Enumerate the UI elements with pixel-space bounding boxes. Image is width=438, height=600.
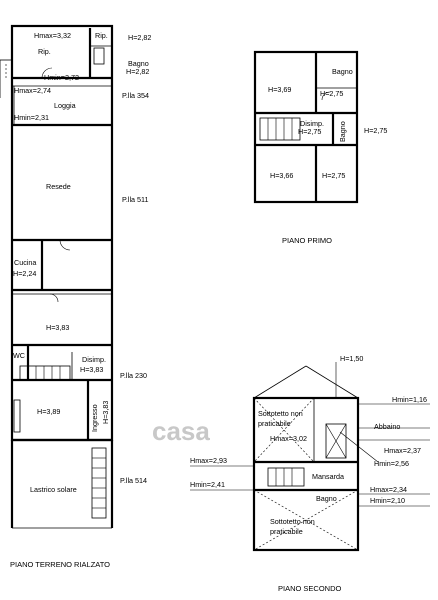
label-first-h3: H=3,66	[270, 171, 294, 180]
caption-ground-floor: PIANO TERRENO RIALZATO	[10, 560, 111, 569]
label-second-hmax-234: Hmax=2,34	[370, 485, 407, 494]
label-second-sott4: praticabile	[270, 527, 303, 536]
label-first-h2: H=2,75	[320, 89, 344, 98]
label-second-abbaino: Abbaino	[374, 422, 401, 431]
label-h-rip: H=2,82	[128, 33, 152, 42]
label-rip: Rip.	[38, 47, 51, 56]
label-loggia: Loggia	[54, 101, 76, 110]
label-hmin-rip: Hmin=2,72	[44, 73, 79, 82]
label-second-mansarda: Mansarda	[312, 472, 344, 481]
label-bagno: Bagno	[128, 59, 149, 68]
label-second-hmax-237: Hmax=2,37	[384, 446, 421, 455]
label-first-bagno2: Bagno	[338, 121, 347, 142]
label-second-sott2: praticabile	[258, 419, 291, 428]
label-hmin-loggia: Hmin=2,31	[14, 113, 49, 122]
label-second-h-top: H=1,50	[340, 354, 364, 363]
label-plla-230: P.lla 230	[120, 371, 148, 380]
label-ingresso: Ingresso	[90, 404, 99, 432]
label-second-hmin-210: Hmin=2,10	[370, 496, 405, 505]
label-hmax-loggia: Hmax=2,74	[14, 86, 51, 95]
label-resede: Resede	[46, 182, 71, 191]
caption-second-floor: PIANO SECONDO	[278, 584, 342, 593]
label-second-bagno: Bagno	[316, 494, 337, 503]
caption-first-floor: PIANO PRIMO	[282, 236, 333, 245]
label-h-disimp: H=3,83	[80, 365, 104, 374]
label-second-hmin-116: Hmin=1,16	[392, 395, 427, 404]
label-second-sott3: Sottotetto non	[270, 517, 315, 526]
label-plla-514: P.lla 514	[120, 476, 148, 485]
label-lastrico: Lastrico solare	[30, 485, 77, 494]
label-first-h-bagno2: H=2,75	[364, 126, 388, 135]
label-second-sott1: Sottotetto non	[258, 409, 303, 418]
label-first-h1: H=3,69	[268, 85, 292, 94]
watermark: casa	[152, 416, 210, 446]
label-second-hmin-241: Hmin=2,41	[190, 480, 225, 489]
label-first-h-disimp: H=2,75	[298, 127, 322, 136]
label-second-hmax-302: Hmax=3,02	[270, 434, 307, 443]
label-first-h4: H=2,75	[322, 171, 346, 180]
label-second-hmin-256: Hmin=2,56	[374, 459, 409, 468]
label-plla-354: P.lla 354	[122, 91, 150, 100]
label-h-bagno: H=2,82	[126, 67, 150, 76]
label-rip2: Rip.	[95, 31, 108, 40]
label-h-room: H=3,83	[46, 323, 70, 332]
label-h-ingresso: H=3,83	[101, 400, 110, 424]
label-h-room2: H=3,89	[37, 407, 61, 416]
label-plla-511: P.lla 511	[122, 195, 149, 204]
label-cucina: Cucina	[14, 258, 37, 267]
label-h-cucina: H=2,24	[13, 269, 37, 278]
label-first-bagno: Bagno	[332, 67, 353, 76]
label-second-hmax-293: Hmax=2,93	[190, 456, 227, 465]
label-first-disimp: Disimp.	[300, 119, 324, 128]
label-disimp: Disimp.	[82, 355, 106, 364]
label-wc: WC	[13, 351, 25, 360]
label-hmax-rip: Hmax=3,32	[34, 31, 71, 40]
